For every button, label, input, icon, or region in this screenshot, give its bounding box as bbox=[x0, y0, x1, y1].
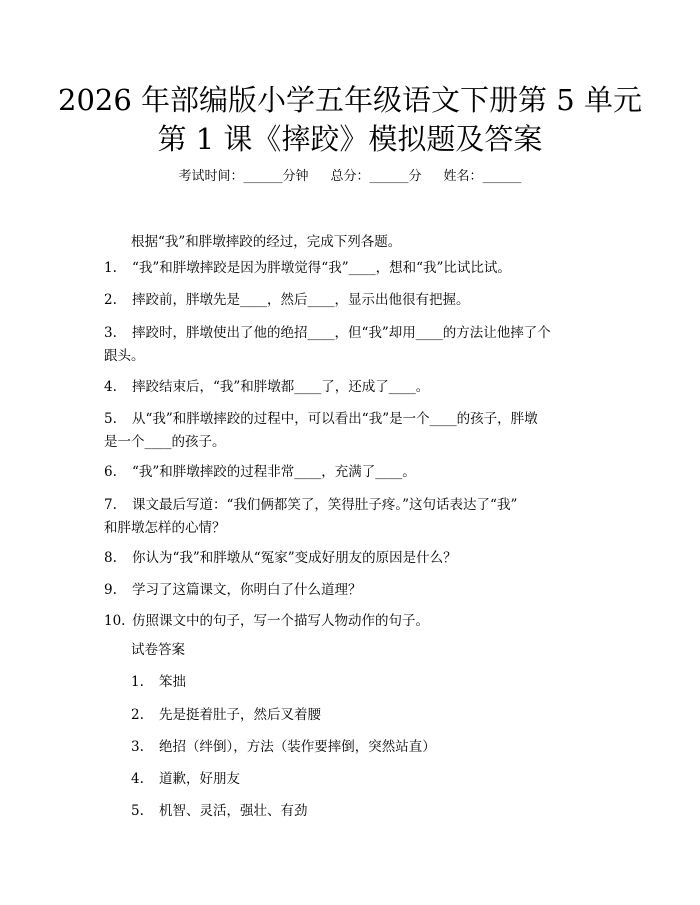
question-number: 7. bbox=[104, 497, 117, 513]
question-text: 你认为“我”和胖墩从“冤家”变成好朋友的原因是什么？ bbox=[132, 550, 457, 566]
answer-number: 3. bbox=[131, 739, 144, 755]
question-text: 仿照课文中的句子，写一个描写人物动作的句子。 bbox=[132, 613, 429, 629]
answer-number: 2. bbox=[131, 707, 144, 723]
question-text: 学习了这篇课文，你明白了什么道理？ bbox=[132, 582, 362, 598]
question-text: “我”和胖墩摔跤的过程非常____，充满了____。 bbox=[132, 464, 416, 480]
question-number: 1. bbox=[104, 260, 117, 276]
question-text: 从“我”和胖墩摔跤的过程中，可以看出“我”是一个____的孩子，胖墩 bbox=[132, 411, 538, 427]
answer-text: 笨拙 bbox=[159, 674, 186, 690]
question-5 bbox=[104, 408, 604, 454]
question-3 bbox=[104, 322, 604, 368]
exam-info bbox=[0, 168, 700, 186]
exam-score-field: 总分：______分 bbox=[330, 169, 422, 184]
answer-text: 先是挺着肚子，然后叉着腰 bbox=[159, 707, 321, 723]
question-10 bbox=[104, 610, 604, 633]
answer-5 bbox=[131, 802, 308, 821]
answer-1 bbox=[131, 673, 186, 692]
document-title-line1: 2026 年部编版小学五年级语文下册第 5 单元 bbox=[58, 83, 642, 117]
document-title-line2: 第 1 课《摔跤》模拟题及答案 bbox=[157, 122, 543, 156]
question-text-continued: 跟头。 bbox=[104, 348, 145, 364]
question-number: 8. bbox=[104, 550, 117, 566]
answer-number: 1. bbox=[131, 674, 144, 690]
answer-number: 4. bbox=[131, 771, 144, 787]
question-text: 摔跤时，胖墩使出了他的绝招____，但“我”却用____的方法让他摔了个 bbox=[132, 325, 551, 341]
answers-heading: 试卷答案 bbox=[131, 642, 185, 658]
question-text: 摔跤前，胖墩先是____，然后____，显示出他很有把握。 bbox=[132, 292, 470, 308]
answer-text: 绝招（绊倒），方法（装作要摔倒，突然站直） bbox=[159, 739, 436, 755]
question-9 bbox=[104, 579, 604, 602]
question-2 bbox=[104, 289, 604, 312]
exam-time-field: 考试时间：______分钟 bbox=[178, 169, 309, 184]
exam-name-field: 姓名：______ bbox=[443, 169, 522, 184]
question-text-continued: 是一个____的孩子。 bbox=[104, 434, 226, 450]
question-number: 3. bbox=[104, 325, 117, 341]
answer-text: 道歉，好朋友 bbox=[159, 771, 240, 787]
question-8 bbox=[104, 547, 604, 570]
question-text: 摔跤结束后，“我”和胖墩都____了，还成了____。 bbox=[132, 379, 430, 395]
question-text: “我”和胖墩摔跤是因为胖墩觉得“我”____，想和“我”比试比试。 bbox=[132, 260, 511, 276]
answer-4 bbox=[131, 770, 240, 789]
question-number: 5. bbox=[104, 411, 117, 427]
question-number: 4. bbox=[104, 379, 117, 395]
question-4 bbox=[104, 376, 604, 399]
question-1 bbox=[104, 257, 604, 280]
question-number: 10. bbox=[104, 613, 126, 629]
answer-3 bbox=[131, 738, 436, 757]
question-number: 2. bbox=[104, 292, 117, 308]
question-6 bbox=[104, 461, 604, 484]
question-text: 课文最后写道：“我们俩都笑了，笑得肚子疼。”这句话表达了“我” bbox=[132, 497, 518, 513]
answer-2 bbox=[131, 706, 321, 725]
instructions: 根据“我”和胖墩摔跤的经过，完成下列各题。 bbox=[131, 234, 402, 250]
question-text-continued: 和胖墩怎样的心情？ bbox=[104, 520, 226, 536]
question-number: 6. bbox=[104, 464, 117, 480]
answer-text: 机智、灵活，强壮、有劲 bbox=[159, 803, 308, 819]
question-7 bbox=[104, 494, 604, 540]
answer-number: 5. bbox=[131, 803, 144, 819]
question-number: 9. bbox=[104, 582, 117, 598]
